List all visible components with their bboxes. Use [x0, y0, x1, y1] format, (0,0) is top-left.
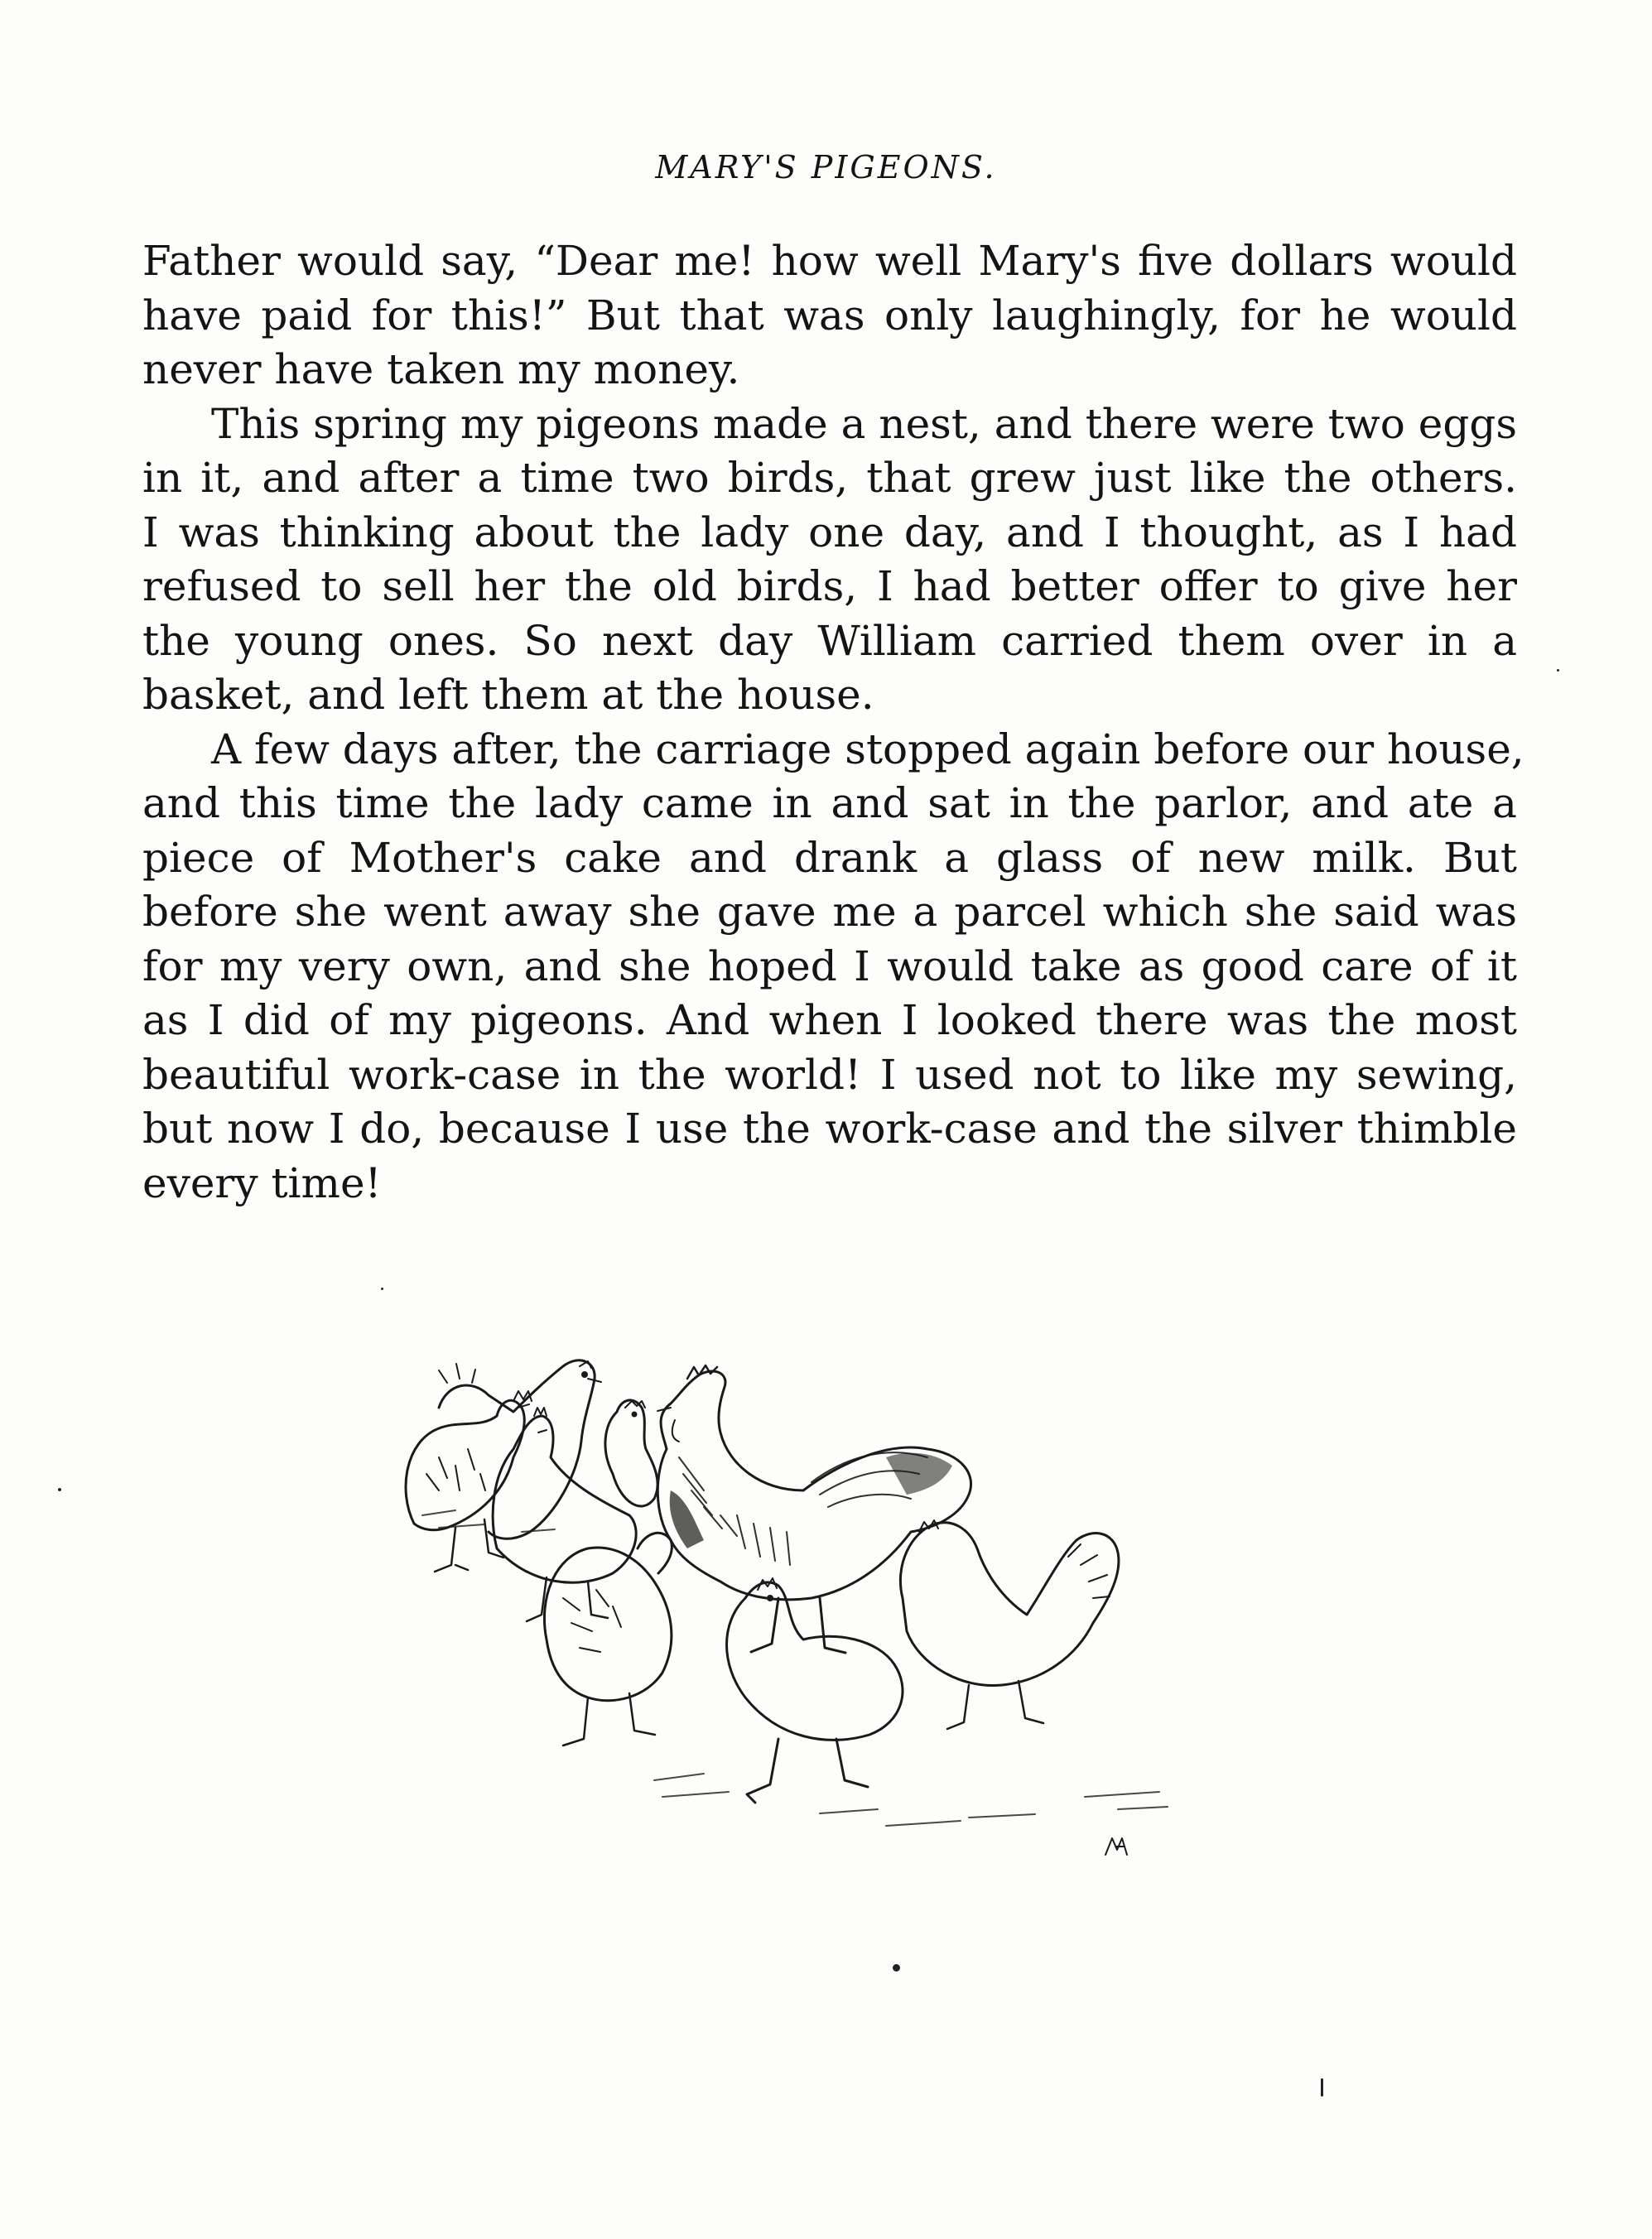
- print-speck: [1321, 2078, 1323, 2097]
- artist-monogram: [1105, 1838, 1127, 1855]
- body-text: [142, 234, 1524, 1211]
- print-speck: [58, 1488, 61, 1491]
- print-speck: [893, 1964, 900, 1972]
- print-speck: [381, 1288, 383, 1290]
- running-title: MARY'S PIGEONS.: [655, 149, 997, 185]
- ground-shadow: [422, 1510, 1168, 1826]
- text-line: as I did of my pigeons. And when I looked there was the most: [142, 996, 1517, 1044]
- text-line: before she went away she gave me a parcel which she said was: [142, 888, 1517, 936]
- text-line: A few days after, the carriage stopped again before our house,: [211, 725, 1524, 773]
- paragraph: [142, 723, 1524, 1211]
- paragraph: [142, 234, 1517, 397]
- text-line: and this time the lady came in and sat in the parlor, and ate a: [142, 779, 1517, 827]
- text-line: the young ones. So next day William carried them over in a: [142, 616, 1517, 665]
- hen-front-left: [544, 1533, 672, 1745]
- print-speck: [1557, 669, 1559, 672]
- text-line: Father would say, “Dear me! how well Mary's five dollars would: [142, 237, 1517, 285]
- hen-white-small: [605, 1400, 657, 1506]
- text-line: piece of Mother's cake and drank a glass of new milk. But: [142, 833, 1517, 882]
- text-line: beautiful work-case in the world! I used not to like my sewing,: [142, 1050, 1517, 1099]
- hen-front-center: [727, 1578, 903, 1803]
- hen-white-back: [439, 1360, 601, 1538]
- hen-right: [900, 1520, 1119, 1729]
- monogram-label: HM: [1139, 1858, 1142, 1860]
- text-line: every time!: [142, 1158, 382, 1207]
- text-line: for my very own, and she hoped I would take as good care of it: [142, 941, 1517, 990]
- hen-white-center: [493, 1408, 636, 1621]
- rooster: [657, 1365, 971, 1653]
- text-line: basket, and left them at the house.: [142, 671, 874, 719]
- text-line: I was thinking about the lady one day, and I thought, as I had: [142, 508, 1517, 556]
- chickens-illustration: [389, 1350, 1275, 1938]
- text-line: This spring my pigeons made a nest, and there were two eggs: [211, 399, 1517, 448]
- text-line: in it, and after a time two birds, that grew just like the others.: [142, 454, 1517, 502]
- text-line: have paid for this!” But that was only laughingly, for he would: [142, 291, 1517, 339]
- hen-left: [406, 1391, 532, 1572]
- text-line: never have taken my money.: [142, 345, 740, 393]
- text-line: refused to sell her the old birds, I had better offer to give her: [142, 562, 1517, 610]
- paragraph: [142, 397, 1517, 723]
- text-line: but now I do, because I use the work-case and the silver thimble: [142, 1105, 1517, 1153]
